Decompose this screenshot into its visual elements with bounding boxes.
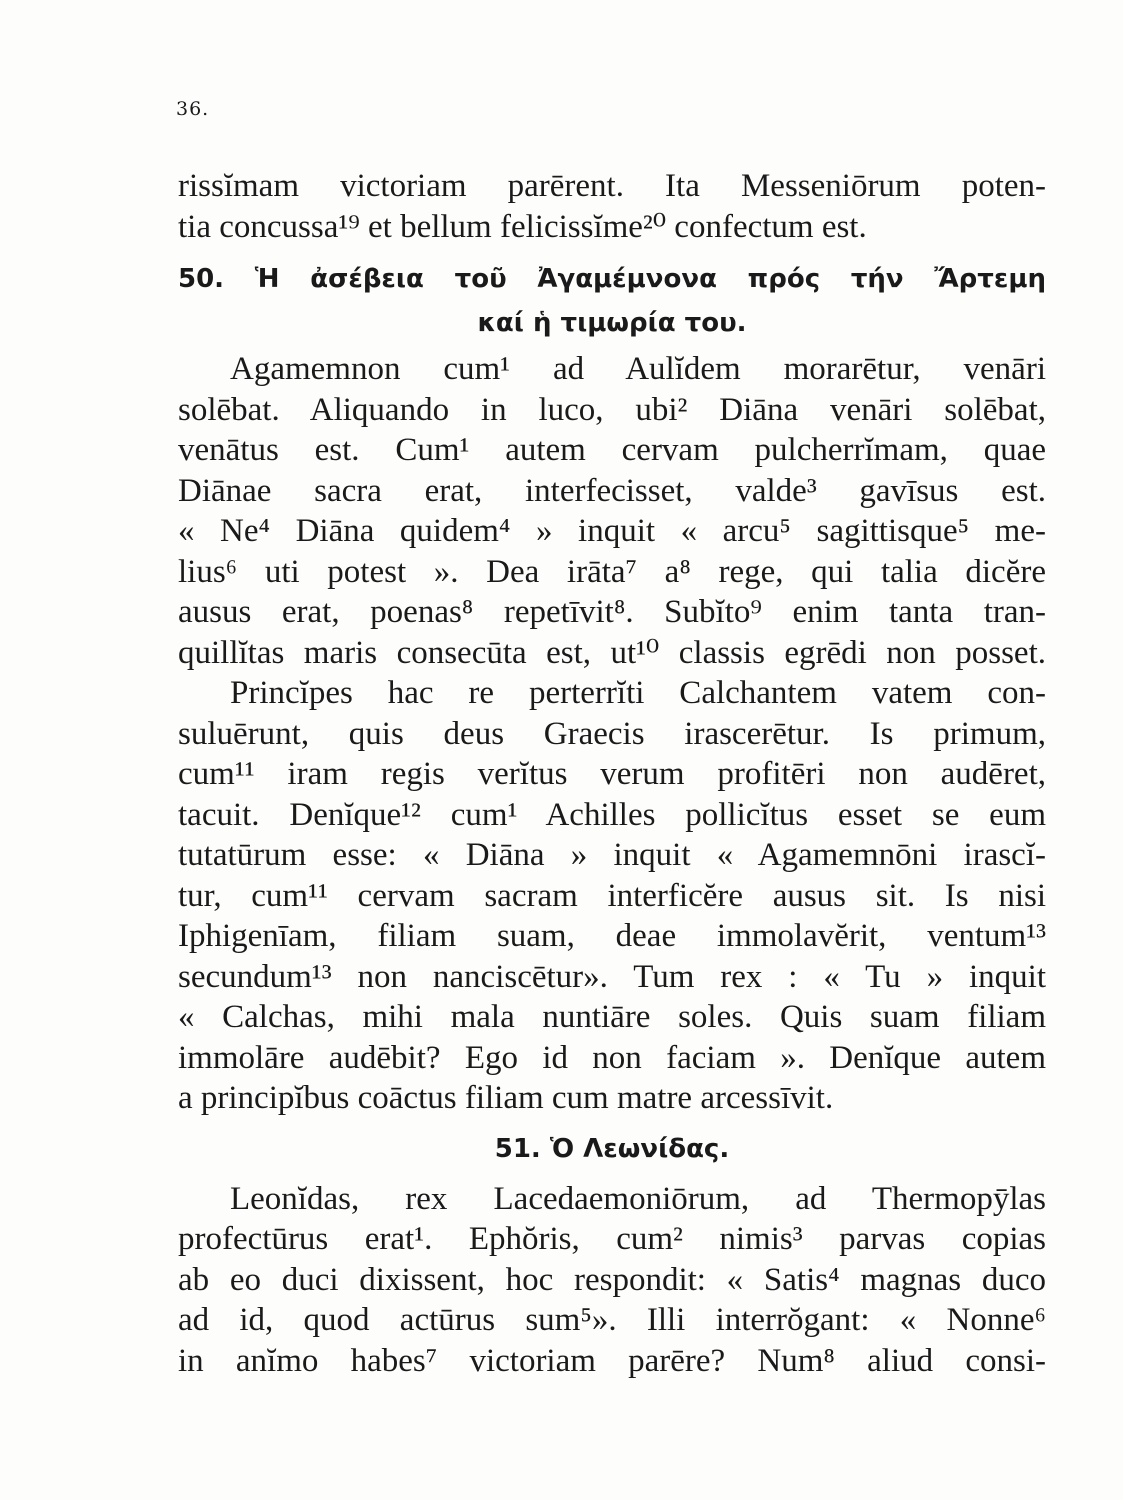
section-51 [178,1127,1046,1382]
section-51-title: 51. Ὁ Λεωνίδας. [494,1133,730,1164]
text-line: Agamemnon cum¹ ad Aulĭdem morarētur, venāri [230,351,1046,387]
text-line: tacuit. Denĭque¹² cum¹ Achilles pollicĭtus esset se eum [178,796,1046,833]
text-line: Princĭpes hac re perterrĭti Calchantem vatem con- [230,675,1046,711]
text-line: tur, cum¹¹ cervam sacram interficĕre ausus sit. Is nisi [178,877,1046,914]
section-51-paragraph-1 [178,1179,1046,1382]
text-line: ab eo duci dixissent, hoc respondit: « Satis⁴ magnas duco [178,1261,1046,1298]
text-line: ausus erat, poenas⁸ repetīvit⁸. Subĭto⁹ enim tanta tran- [178,594,1046,630]
text-line: cum¹¹ iram regis verĭtus verum profitēri non audēret, [178,756,1046,792]
page-content [178,166,1046,1381]
text-line: rissĭmam victoriam parērent. Ita Messeniōrum poten- [178,168,1046,204]
section-50-paragraph-1 [178,349,1046,673]
text-line: solēbat. Aliquando in luco, ubi² Diāna venāri solēbat, [178,391,1046,428]
text-line: venātus est. Cum¹ autem cervam pulcherrĭmam, quae [178,432,1046,468]
text-line: « Ne⁴ Diāna quidem⁴ » inquit « arcu⁵ sagittisque⁵ me- [178,513,1046,549]
section-50-paragraph-2 [178,673,1046,1119]
section-50 [178,257,1046,1119]
section-50-title-line2: καί ἡ τιμωρία του. [477,308,747,338]
page-number: 36. [176,98,210,120]
text-line: suluērunt, quis deus Graecis irascerētur. Is primum, [178,715,1046,752]
section-50-title-line1: 50. Ἡ ἀσέβεια τοῦ Ἀγαμέμνονα πρός τήν Ἄρτεμη [178,264,1046,294]
text-line: « Calchas, mihi mala nuntiāre soles. Quis suam filiam [178,999,1046,1035]
text-line: tia concussa¹⁹ et bellum felicissĭme²⁰ confectum est. [178,208,867,245]
text-line: immolāre audēbit? Ego id non faciam ». Denĭque autem [178,1039,1046,1076]
text-line: Iphigenīam, filiam suam, deae immolavĕrit, ventum¹³ [178,918,1046,954]
text-line: profectūrus erat¹. Ephŏris, cum² nimis³ parvas copias [178,1221,1046,1257]
text-line: quillĭtas maris consecūta est, ut¹⁰ classis egrēdi non posset. [178,634,1046,671]
text-line: lius⁶ uti potest ». Dea irāta⁷ a⁸ rege, qui talia dicĕre [178,553,1046,590]
top-paragraph [178,166,1046,247]
text-line: a principĭbus coāctus filiam cum matre arcessīvit. [178,1080,834,1116]
text-line: Leonĭdas, rex Lacedaemoniōrum, ad Thermopȳlas [230,1180,1046,1217]
text-line: secundum¹³ non nanciscētur». Tum rex : « Tu » inquit [178,958,1046,995]
text-line: in anĭmo habes⁷ victoriam parēre? Num⁸ aliud consi- [178,1342,1046,1379]
text-line: ad id, quod actūrus sum⁵». Illi interrŏgant: « Nonne⁶ [178,1302,1046,1338]
text-line: Diānae sacra erat, interfecisset, valde³ gavīsus est. [178,472,1046,509]
text-line: tutatūrum esse: « Diāna » inquit « Agamemnōni irascĭ- [178,837,1046,873]
